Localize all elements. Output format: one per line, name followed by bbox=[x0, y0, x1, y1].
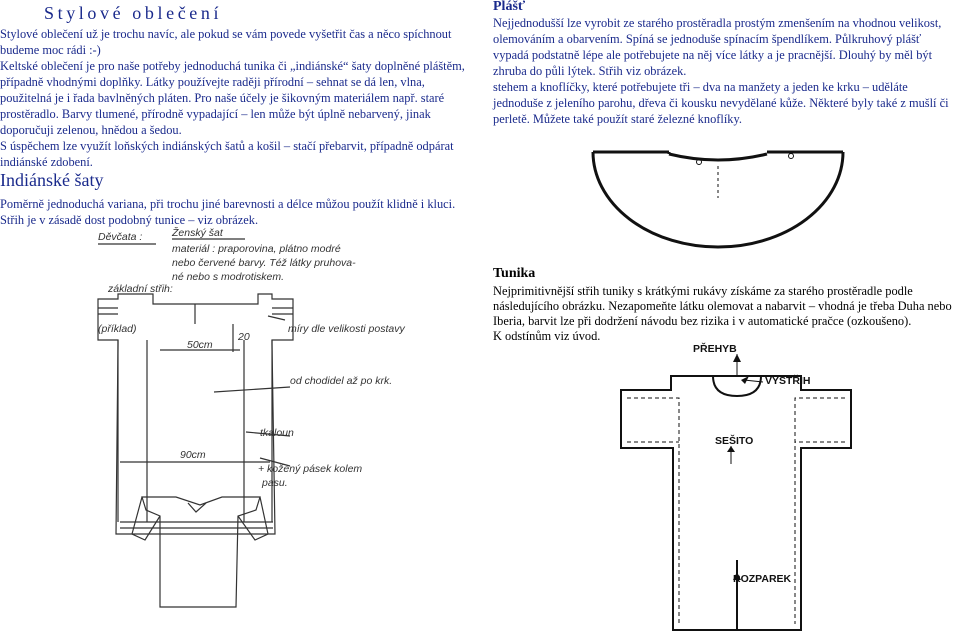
intro-line-7: doporučuji zelenou, hnědou a šedou. bbox=[0, 123, 182, 137]
intro-line-1: Stylové oblečení už je trochu navíc, ale pokud se vám povede vyšetřit čas a něco spíchnout bbox=[0, 27, 452, 41]
sketch-dim-20: 20 bbox=[238, 331, 250, 343]
plast-line-3: vypadá podstatně lépe ale potřebujete na něj více látky a je pracnější. Dlouhý by měl být bbox=[493, 48, 933, 62]
sketch-note-kozeny-2: pasu. bbox=[262, 477, 288, 489]
intro-line-4: případně vhodnými doplňky. Látky používejte raději přírodní – sehnat se dá len, vlna, bbox=[0, 75, 425, 89]
sketch-material-1: materiál : praporovina, plátno modré bbox=[172, 243, 341, 255]
sketch-devcata: Děvčata : bbox=[98, 231, 143, 243]
section-title-indian-dress: Indiánské šaty bbox=[0, 170, 104, 190]
intro-line-8: S úspěchem lze využít loňských indiánských šatů a košil – stačí přebarvit, případně odpárat bbox=[0, 139, 454, 153]
sketch-priklad: (příklad) bbox=[98, 323, 137, 335]
dress-sketch bbox=[0, 222, 478, 632]
plast-line-4: zhruba do půli lýtek. Střih viz obrázek. bbox=[493, 64, 687, 78]
plast-line-1: Nejjednodušší lze vyrobit ze starého prostěradla prostým zmenšením na vhodnou velikost, bbox=[493, 16, 942, 30]
sketch-zakladni-strih: základní střih: bbox=[108, 283, 173, 295]
sketch-note-od: od chodidel až po krk. bbox=[290, 375, 393, 387]
intro-line-3: Keltské oblečení je pro naše potřeby jednoduchá tunika či „indiánské“ šaty doplněné pláštěm, bbox=[0, 59, 465, 73]
page-title: Stylové oblečení bbox=[44, 3, 223, 23]
plast-line-2: olemováním a obarvením. Spíná se jednoduše spínacím špendlíkem. Půlkruhový plášť bbox=[493, 32, 922, 46]
sketch-note-mery: míry dle velikosti postavy bbox=[288, 323, 405, 335]
tunika-title: Tunika bbox=[493, 266, 536, 281]
sketch-note-kozeny-1: + kožený pásek kolem bbox=[258, 463, 363, 475]
label-vystrih: VÝSTŘIH bbox=[765, 375, 811, 387]
section-line-1: Poměrně jednoduchá variana, při trochu jiné barevnosti a délce můžou použít klidně i kluci. bbox=[0, 197, 456, 211]
sketch-note-tkaloun: tkaloun bbox=[260, 427, 294, 439]
tunika-line-3: Iberia, barvit lze při dodržení návodu bez rizika i v automatické pračce (ozkoušeno). bbox=[493, 314, 912, 328]
intro-line-5: použitelná je i řada bavlněných pláten. Pro naše účely je šikovným materiálem např. staré bbox=[0, 91, 445, 105]
label-rozparek: ROZPAREK bbox=[733, 573, 792, 585]
plast-line-7: perletě. Můžete také použít staré železné knoflíky. bbox=[493, 112, 742, 126]
sketch-zensky-sat: Ženský šat bbox=[172, 227, 223, 239]
section-line-2: Střih je v zásadě dost podobný tunice – viz obrázek. bbox=[0, 213, 259, 227]
sketch-material-3: né nebo s modrotiskem. bbox=[172, 271, 285, 283]
intro-line-9: indiánské zdobení. bbox=[0, 155, 93, 169]
tunika-line-1: Nejprimitivnější střih tuniky s krátkými rukávy získáme za starého prostěradle podle bbox=[493, 284, 913, 298]
plast-line-6: jednoduše z jeleního parohu, dřeva či kousku nevydělané kůže. Některé byly také z mušlí či bbox=[493, 96, 949, 110]
plast-line-5: stehem a knoflíčky, které potřebujete tři – dva na manžety a jeden ke krku – uděláte bbox=[493, 80, 908, 94]
intro-line-2: budeme moc rádi :-) bbox=[0, 43, 101, 57]
sketch-dim-90: 90cm bbox=[180, 449, 206, 461]
sketch-dim-50: 50cm bbox=[187, 339, 213, 351]
tunika-line-2: následujícího obrázku. Nezapomeňte látku olemovat a nabarvit – vhodná je třeba Duha nebo bbox=[493, 299, 952, 313]
sketch-material-2: nebo červené barvy. Též látky pruhova- bbox=[172, 257, 356, 269]
cloak-pattern bbox=[583, 138, 853, 250]
intro-line-6: prostěradlo. Barvy tlumené, přírodně vypadající – len může být úplně nebarvený, jinak bbox=[0, 107, 431, 121]
label-prehyb: PŘEHYB bbox=[693, 343, 737, 355]
plast-title: Plášť bbox=[493, 0, 526, 14]
tunika-line-4: K odstínům viz úvod. bbox=[493, 329, 601, 343]
label-sesito: SEŠITO bbox=[715, 435, 754, 447]
tunic-pattern bbox=[613, 340, 863, 634]
